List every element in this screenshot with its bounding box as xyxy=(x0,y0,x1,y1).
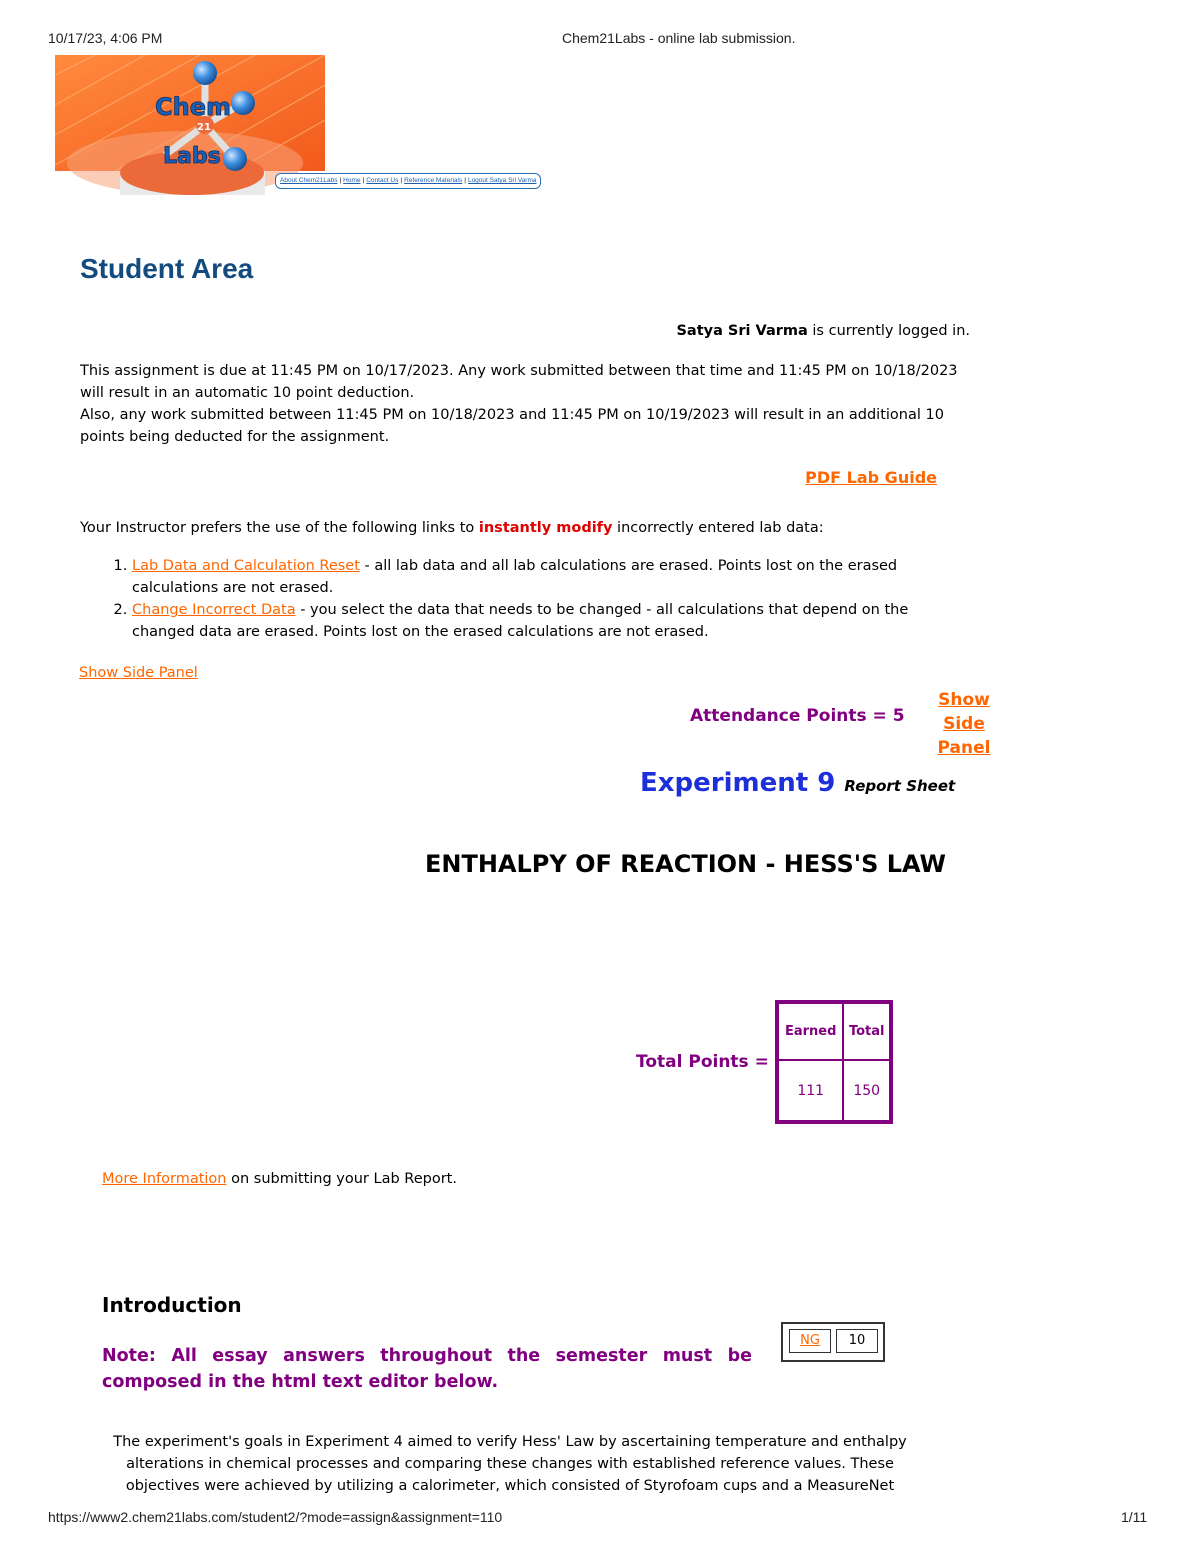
reset-data-desc: - all lab data and all lab calculations are erased. Points lost on the erased calculations are not erased. xyxy=(132,558,898,596)
due-notice-line1: This assignment is due at 11:45 PM on 10/17/2023. Any work submitted between that time and 11:45 PM on 10/18/2023 will result in an automatic 10 point deduction. xyxy=(80,363,958,401)
show-side-panel-word1: Show xyxy=(938,690,990,710)
nav-home[interactable]: Home xyxy=(343,177,361,184)
nav-about[interactable]: About Chem21Labs xyxy=(280,177,338,184)
login-status xyxy=(540,320,970,342)
earned-header: Earned xyxy=(778,1003,843,1060)
user-name: Satya Sri Varma xyxy=(676,323,808,339)
show-side-panel-link-2[interactable] xyxy=(930,688,998,760)
login-status-text: is currently logged in. xyxy=(807,323,970,339)
experiment-number: Experiment 9 xyxy=(640,768,836,798)
logo-text-labs: Labs xyxy=(163,144,221,169)
logo-text-21: 21 xyxy=(197,122,211,133)
more-info-link[interactable]: More Information xyxy=(102,1171,227,1187)
introduction-heading: Introduction xyxy=(102,1293,242,1317)
show-side-panel-word2: Side xyxy=(943,714,985,734)
report-sheet-label: Report Sheet xyxy=(844,777,956,795)
show-side-panel-word3: Panel xyxy=(937,738,991,758)
grade-points: 10 xyxy=(836,1329,878,1353)
total-header: Total xyxy=(843,1003,890,1060)
instructor-suffix: incorrectly entered lab data: xyxy=(612,520,824,536)
instructor-prefix: Your Instructor prefers the use of the following links to xyxy=(80,520,479,536)
more-info xyxy=(102,1168,457,1190)
total-points-label: Total Points = xyxy=(636,1052,769,1072)
modify-options-list xyxy=(80,555,972,643)
attendance-label: Attendance Points = xyxy=(690,706,893,726)
nav-sep: | xyxy=(362,177,365,184)
experiment-heading xyxy=(640,768,956,798)
points-table xyxy=(775,1000,893,1124)
nav-sep: | xyxy=(464,177,466,184)
pdf-lab-guide-link[interactable]: PDF Lab Guide xyxy=(805,468,937,487)
nav-reference[interactable]: Reference Materials xyxy=(404,177,463,184)
top-nav xyxy=(275,173,541,189)
reset-data-link[interactable]: Lab Data and Calculation Reset xyxy=(132,558,360,574)
experiment-title: ENTHALPY OF REACTION - HESS'S LAW xyxy=(425,850,947,878)
nav-logout[interactable]: Logout Satya Sri Varma xyxy=(467,177,537,184)
page-title: Student Area xyxy=(80,253,254,284)
print-url: https://www2.chem21labs.com/student2/?mode=assign&assignment=110 xyxy=(48,1509,503,1525)
essay-answer: The experiment's goals in Experiment 4 aimed to verify Hess' Law by ascertaining temperature and enthalpy alterations in chemical processes and comparing these changes with established reference values. These objectives were achieved by utilizing a calorimeter, which consisted of Styrofoam cups and a MeasureNet xyxy=(113,1434,907,1494)
instructor-emphasis: instantly modify xyxy=(478,520,613,536)
list-item xyxy=(132,599,972,643)
essay-note: Note: All essay answers throughout the semester must be composed in the html text editor below. xyxy=(102,1346,752,1392)
earned-value: 111 xyxy=(778,1060,843,1121)
more-info-suffix: on submitting your Lab Report. xyxy=(226,1171,457,1187)
attendance-value: 5 xyxy=(892,706,905,726)
list-item xyxy=(132,555,972,599)
change-data-desc: - you select the data that needs to be changed - all calculations that depend on the changed data are erased. Points lost on the erased calculations are not erased. xyxy=(132,602,909,640)
nav-contact[interactable]: Contact Us xyxy=(366,177,399,184)
grade-box xyxy=(781,1322,885,1362)
total-value: 150 xyxy=(843,1060,890,1121)
logo-text-chem: Chem xyxy=(155,93,231,121)
show-side-panel-link[interactable]: Show Side Panel xyxy=(79,665,198,681)
print-page-title: Chem21Labs - online lab submission. xyxy=(562,30,796,46)
due-notice-line2: Also, any work submitted between 11:45 PM on 10/18/2023 and 11:45 PM on 10/19/2023 will result in an additional 10 points being deducted for the assignment. xyxy=(80,407,944,445)
print-page-count: 1/11 xyxy=(1121,1509,1148,1525)
nav-sep: | xyxy=(400,177,403,184)
print-datetime: 10/17/23, 4:06 PM xyxy=(48,30,163,46)
due-notice xyxy=(80,360,980,448)
instructor-preference xyxy=(80,517,980,539)
change-data-link[interactable]: Change Incorrect Data xyxy=(132,602,296,618)
nav-sep: | xyxy=(339,177,342,184)
attendance-points xyxy=(690,705,905,727)
grade-status-link[interactable]: NG xyxy=(789,1329,831,1353)
